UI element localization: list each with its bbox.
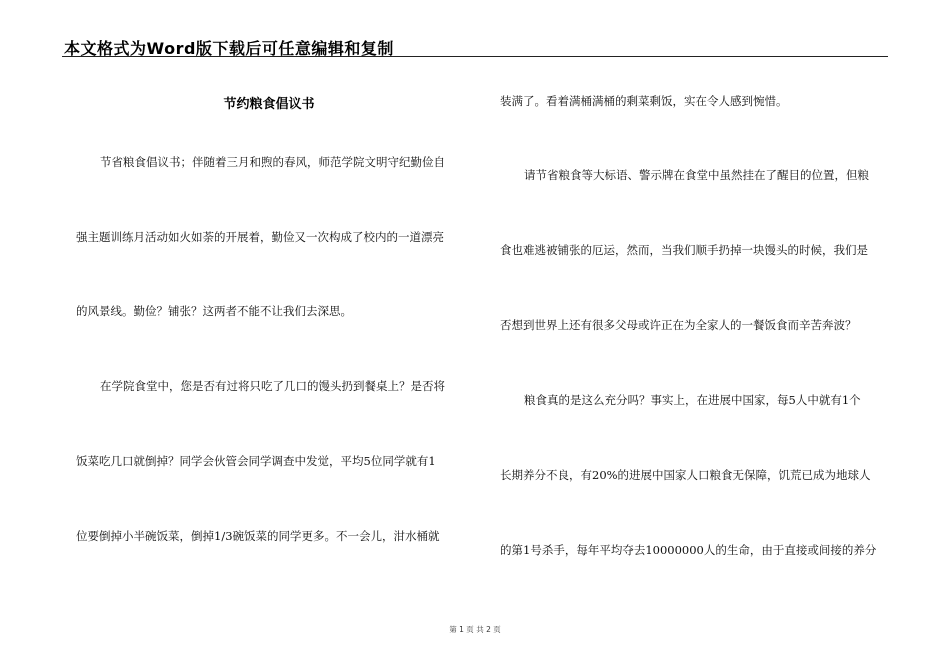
header-divider (62, 56, 888, 57)
text-line: 请节省粮食等大标语、警示牌在食堂中虽然挂在了醒目的位置，但粮 (524, 168, 869, 182)
text-line: 粮食真的是这么充分吗？事实上，在进展中国家，每5人中就有1个 (524, 393, 861, 407)
text-line: 的风景线。勤俭？铺张？这两者不能不让我们去深思。 (76, 304, 352, 318)
text-line: 节省粮食倡议书；伴随着三月和煦的春风，师范学院文明守纪勤俭自 (100, 155, 445, 169)
text-line: 位要倒掉小半碗饭菜，倒掉1/3碗饭菜的同学更多。不一会儿，泔水桶就 (76, 529, 440, 543)
text-line: 长期养分不良，有20%的进展中国家人口粮食无保障，饥荒已成为地球人 (500, 468, 871, 482)
text-line: 食也难逃被铺张的厄运，然而，当我们顺手扔掉一块馒头的时候，我们是 (500, 243, 868, 257)
text-line: 的第1号杀手，每年平均夺去10000000人的生命，由于直接或间接的养分 (500, 543, 877, 557)
document-title: 节约粮食倡议书 (223, 97, 315, 112)
text-line: 否想到世界上还有很多父母或许正在为全家人的一餐饭食而辛苦奔波？ (500, 318, 857, 332)
text-line: 装满了。看着满桶满桶的剩菜剩饭，实在令人感到惋惜。 (500, 94, 788, 108)
text-line: 强主题训练月活动如火如荼的开展着，勤俭又一次构成了校内的一道漂亮 (76, 230, 444, 244)
text-line: 饭菜吃几口就倒掉？同学会伙管会同学调查中发觉，平均5位同学就有1 (76, 454, 436, 468)
header-title: 本文格式为Word版下载后可任意编辑和复制 (64, 39, 394, 58)
page-number: 第 1 页 共 2 页 (449, 625, 501, 634)
text-line: 在学院食堂中，您是否有过将只吃了几口的馒头扔到餐桌上？是否将 (100, 379, 445, 393)
